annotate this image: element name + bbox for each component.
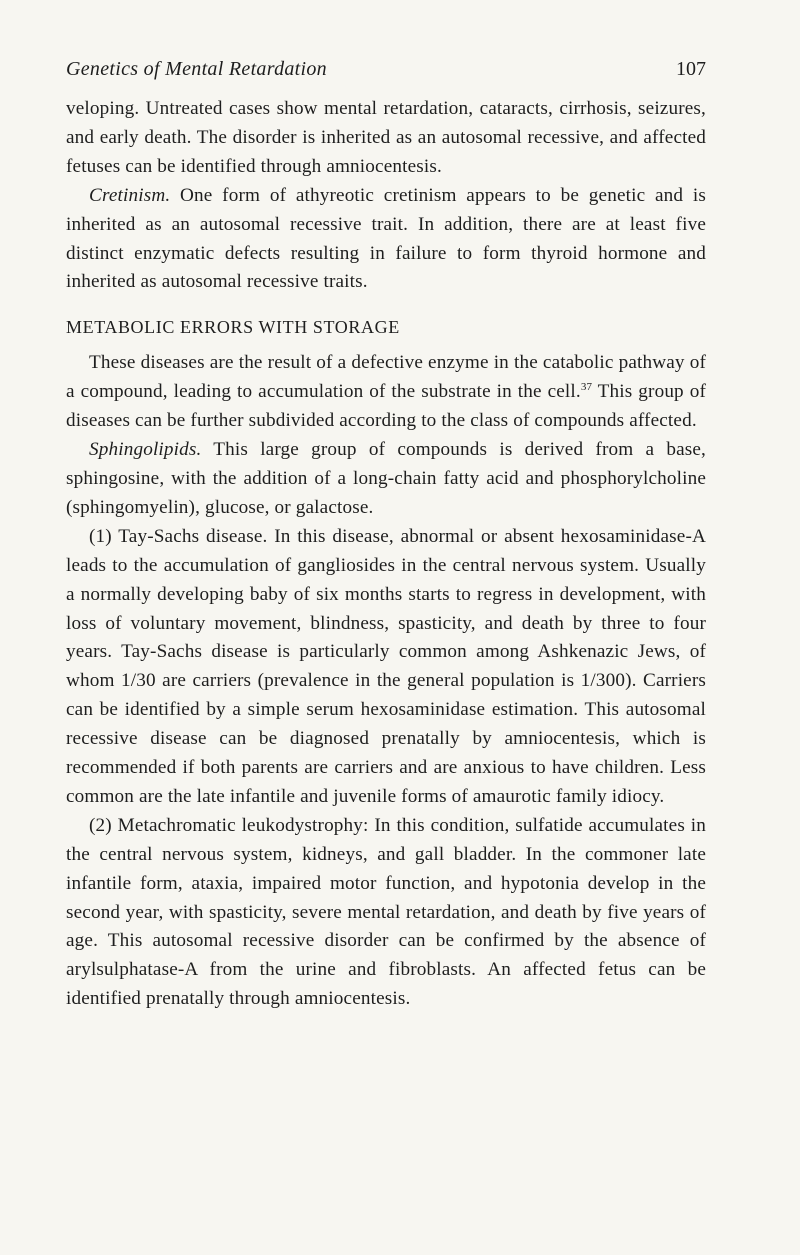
section-heading: METABOLIC ERRORS WITH STORAGE bbox=[66, 317, 400, 338]
paragraph-tay-sachs: (1) Tay-Sachs disease. In this disease, abnormal or absent hexosaminidase-A leads to the accumulation of gangliosides in the central nervous system. Usually a normally developing baby of six months starts to regress in development, with loss of voluntary movement, blindness, spasticity, and death by three to four years. Tay-Sachs disease is particularly common among Ashkenazic Jews, of whom 1/30 are carriers (prevalence in the general population is 1/300). Carriers can be identified by a simple serum hexosaminidase estimation. This autosomal recessive disease can be diagnosed prenatally by amniocentesis, which is recommended if both parents are carriers and are anxious to have children. Less common are the late infantile and juvenile forms of amaurotic family idiocy. bbox=[66, 525, 706, 807]
sphingolipids-text: This large group of compounds is derived from a base, sphingosine, with the addition of a long-chain fatty acid and phosphorylcholine (sphingomyelin), glucose, or galactose. bbox=[66, 439, 706, 518]
paragraph-metachromatic-leukodystrophy: (2) Metachromatic leukodystrophy: In this condition, sulfatide accumulates in the central nervous system, kidneys, and gall bladder. In the commoner late infantile form, ataxia, impaired motor function, and hypotonia develop in the second year, with spasticity, severe mental retardation, and death by five years of age. This autosomal recessive disorder can be confirmed by the absence of arylsulphatase-A from the urine and fibroblasts. An affected fetus can be identified prenatally through amniocentesis. bbox=[66, 814, 706, 1010]
running-title: Genetics of Mental Retardation bbox=[66, 58, 327, 80]
sphingolipids-lead: Sphingolipids. bbox=[89, 439, 202, 461]
paragraph-cretinism bbox=[66, 182, 706, 298]
paragraph-storage-intro bbox=[66, 349, 706, 436]
storage-intro-text-a: These diseases are the result of a defective enzyme in the catabolic pathway of a compound, leading to accumulation of the substrate in the cell. bbox=[66, 352, 706, 403]
paragraph-sphingolipids bbox=[66, 436, 706, 523]
cretinism-lead: Cretinism. bbox=[89, 184, 171, 206]
reference-marker: 37 bbox=[580, 381, 593, 394]
page-number: 107 bbox=[676, 58, 706, 80]
page-body bbox=[66, 95, 706, 1014]
storage-intro-text-b: This group of diseases can be further subdivided according to the class of compounds affected. bbox=[66, 381, 706, 432]
cretinism-text: One form of athyreotic cretinism appears to be genetic and is inherited as an autosomal recessive trait. In addition, there are at least five distinct enzymatic defects resulting in failure to form thyroid hormone and inherited as autosomal recessive traits. bbox=[66, 184, 706, 293]
paragraph-galactosemia-continued: veloping. Untreated cases show mental retardation, cataracts, cirrhosis, seizures, and early death. The disorder is inherited as an autosomal recessive, and affected fetuses can be identified through amniocentesis. bbox=[66, 98, 706, 177]
page-header bbox=[66, 58, 706, 88]
